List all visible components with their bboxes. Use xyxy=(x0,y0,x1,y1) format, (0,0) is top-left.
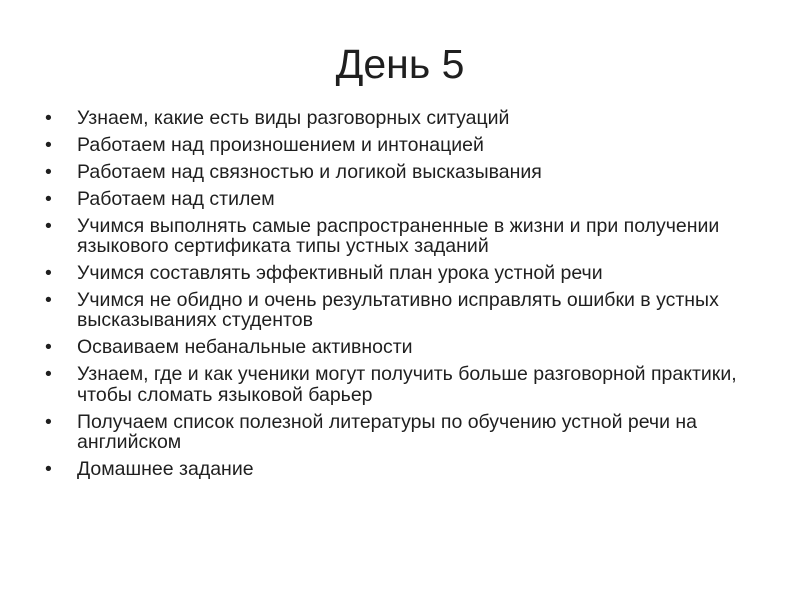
bullet-item: • Учимся выполнять самые распространенные в жизни и при получении языкового сертификата типы устных заданий xyxy=(45,216,755,257)
slide-title: День 5 xyxy=(335,41,465,87)
bullet-item: • Узнаем, какие есть виды разговорных ситуаций xyxy=(45,108,755,129)
bullet-item: • Осваиваем небанальные активности xyxy=(45,337,755,358)
bullet-item: • Учимся не обидно и очень результативно исправлять ошибки в устных высказываниях студентов xyxy=(45,290,755,331)
bullet-item: • Работаем над связностью и логикой высказывания xyxy=(45,162,755,183)
bullet-item: • Узнаем, где и как ученики могут получить больше разговорной практики, чтобы сломать языковой барьер xyxy=(45,364,755,405)
bullet-item: • Учимся составлять эффективный план урока устной речи xyxy=(45,263,755,284)
bullet-item: • Работаем над произношением и интонацией xyxy=(45,135,755,156)
bullet-item: • Работаем над стилем xyxy=(45,189,755,210)
bullet-item: • Получаем список полезной литературы по обучению устной речи на английском xyxy=(45,412,755,453)
bullet-list xyxy=(45,108,755,486)
bullet-item: • Домашнее задание xyxy=(45,459,755,480)
